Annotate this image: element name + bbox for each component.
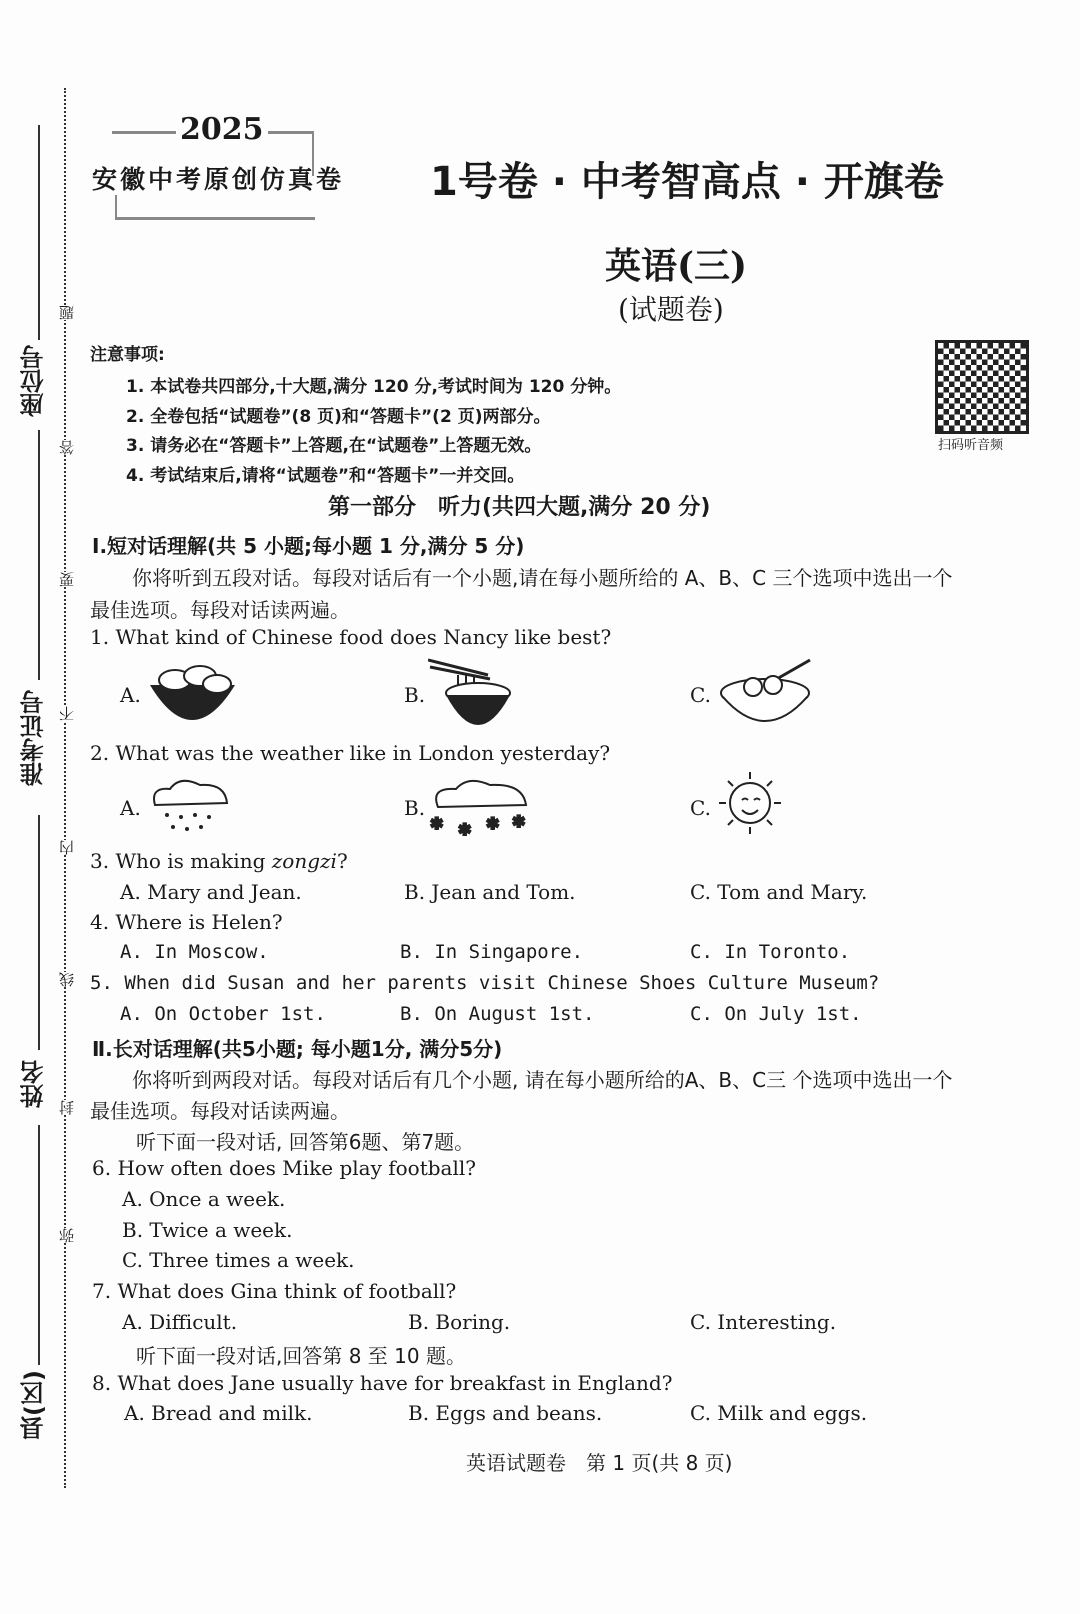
svg-text:✱: ✱ bbox=[486, 814, 500, 833]
subject-title: 英语(三) bbox=[605, 245, 748, 287]
svg-text:✱: ✱ bbox=[512, 812, 526, 831]
option-c[interactable]: C. Milk and eggs. bbox=[690, 1401, 868, 1425]
seal-word: 内 bbox=[58, 840, 76, 855]
option-b[interactable]: B. bbox=[404, 796, 426, 820]
name-label: 姓名 bbox=[20, 1060, 48, 1108]
seal-word: 不 bbox=[58, 706, 76, 721]
seal-word: 弥 bbox=[58, 1228, 76, 1243]
section1-intro: 最佳选项。每段对话读两遍。 bbox=[90, 598, 350, 622]
option-a[interactable]: A. In Moscow. bbox=[120, 941, 269, 963]
seal-word: 答 bbox=[58, 440, 76, 455]
dumplings-bowl-icon bbox=[145, 660, 240, 730]
option-c[interactable]: C. Three times a week. bbox=[122, 1248, 355, 1272]
part1-title: 第一部分 听力(共四大题,满分 20 分) bbox=[328, 495, 711, 520]
option-c[interactable]: C. On July 1st. bbox=[690, 1003, 862, 1025]
seal-word: 要 bbox=[58, 572, 76, 587]
page-footer: 英语试题卷 第 1 页(共 8 页) bbox=[466, 1451, 733, 1475]
option-c[interactable]: C. Tom and Mary. bbox=[690, 880, 868, 904]
listening-lead: 听下面一段对话,回答第 8 至 10 题。 bbox=[136, 1344, 466, 1368]
question-3: 3. Who is making zongzi? bbox=[90, 849, 348, 873]
section2-title: Ⅱ.长对话理解(共5小题; 每小题1分, 满分5分) bbox=[92, 1037, 503, 1061]
listening-lead: 听下面一段对话, 回答第6题、第7题。 bbox=[136, 1130, 475, 1154]
tangyuan-bowl-icon bbox=[715, 655, 815, 730]
option-c[interactable]: C. In Toronto. bbox=[690, 941, 851, 963]
seal-word: 题 bbox=[58, 305, 76, 320]
option-a[interactable]: A. Once a week. bbox=[122, 1187, 286, 1211]
option-b[interactable]: B. On August 1st. bbox=[400, 1003, 595, 1025]
section1-intro: 你将听到五段对话。每段对话后有一个小题,请在每小题所给的 A、B、C 三个选项中选出一个 bbox=[132, 566, 953, 590]
qr-caption: 扫码听音频 bbox=[938, 438, 1004, 453]
seat-label: 座位号 bbox=[20, 345, 48, 417]
option-c[interactable]: C. bbox=[690, 683, 711, 707]
seal-dotted-line bbox=[64, 88, 66, 1488]
option-c[interactable]: C. bbox=[690, 796, 711, 820]
section2-intro: 你将听到两段对话。每段对话后有几个小题, 请在每小题所给的A、B、C三 个选项中选出一个 bbox=[132, 1068, 953, 1092]
question-7: 7. What does Gina think of football? bbox=[92, 1279, 457, 1303]
question-4: 4. Where is Helen? bbox=[90, 910, 283, 934]
option-a[interactable]: A. bbox=[120, 796, 141, 820]
series-title: 安徽中考原创仿真卷 bbox=[92, 165, 345, 194]
option-b[interactable]: B. bbox=[404, 683, 426, 707]
sun-icon bbox=[710, 770, 790, 836]
option-a[interactable]: A. On October 1st. bbox=[120, 1003, 326, 1025]
option-b[interactable]: B. Twice a week. bbox=[122, 1218, 293, 1242]
option-b[interactable]: B. Eggs and beans. bbox=[408, 1401, 603, 1425]
option-a[interactable]: A. Difficult. bbox=[122, 1310, 238, 1334]
note-item: 1. 本试卷共四部分,十大题,满分 120 分,考试时间为 120 分钟。 bbox=[126, 377, 622, 397]
note-item: 2. 全卷包括“试题卷”(8 页)和“答题卡”(2 页)两部分。 bbox=[126, 406, 551, 427]
question-5: 5. When did Susan and her parents visit Chinese Shoes Culture Museum? bbox=[90, 972, 880, 994]
section1-title: Ⅰ.短对话理解(共 5 小题;每小题 1 分,满分 5 分) bbox=[92, 534, 525, 558]
question-1: 1. What kind of Chinese food does Nancy like best? bbox=[90, 625, 612, 649]
county-label: 县(区) bbox=[20, 1370, 48, 1440]
notes-list bbox=[126, 373, 621, 491]
rain-cloud-icon bbox=[145, 775, 235, 837]
option-b[interactable]: B. Boring. bbox=[408, 1310, 511, 1334]
notes-title: 注意事项: bbox=[90, 345, 165, 365]
snow-cloud-icon bbox=[428, 775, 533, 837]
seal-word: 线 bbox=[58, 972, 76, 987]
option-c[interactable]: C. Interesting. bbox=[690, 1310, 837, 1334]
seal-word: 封 bbox=[58, 1100, 76, 1115]
option-a[interactable]: A. Mary and Jean. bbox=[120, 880, 302, 904]
option-a[interactable]: A. Bread and milk. bbox=[124, 1401, 313, 1425]
note-item: 4. 考试结束后,请将“试题卷”和“答题卡”一并交回。 bbox=[126, 465, 525, 486]
question-6: 6. How often does Mike play football? bbox=[92, 1156, 476, 1180]
year: 2025 bbox=[176, 112, 268, 147]
option-b[interactable]: B. Jean and Tom. bbox=[404, 880, 576, 904]
paper-subtitle: (试题卷) bbox=[618, 293, 724, 326]
note-item: 3. 请务必在“答题卡”上答题,在“试题卷”上答题无效。 bbox=[126, 436, 542, 456]
exam-id-label: 准考证号 bbox=[20, 690, 48, 786]
question-8: 8. What does Jane usually have for breakfast in England? bbox=[92, 1371, 673, 1395]
section2-intro: 最佳选项。每段对话读两遍。 bbox=[90, 1099, 350, 1123]
option-b[interactable]: B. In Singapore. bbox=[400, 941, 584, 963]
noodles-bowl-icon bbox=[428, 655, 513, 735]
option-a[interactable]: A. bbox=[120, 683, 141, 707]
qr-code[interactable] bbox=[935, 340, 1029, 434]
question-2: 2. What was the weather like in London yesterday? bbox=[90, 741, 611, 765]
svg-text:✱: ✱ bbox=[430, 814, 444, 833]
svg-text:✱: ✱ bbox=[458, 820, 472, 837]
brand-title: 1号卷 · 中考智高点 · 开旗卷 bbox=[430, 159, 944, 205]
